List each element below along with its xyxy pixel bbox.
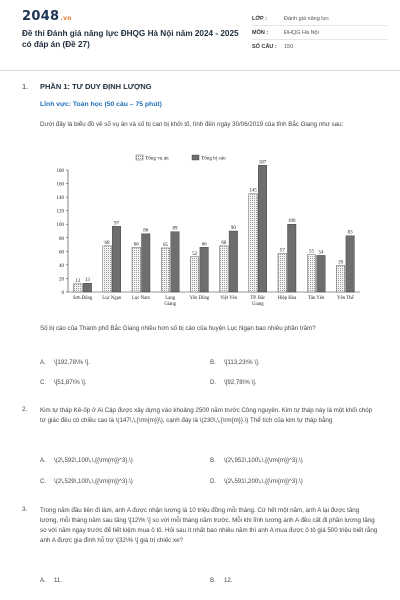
category-label: Tân Yên [307,296,325,301]
option-a[interactable] [40,457,133,464]
option-label: A. [40,359,46,366]
bar [346,236,355,292]
option-b[interactable] [210,457,303,464]
bar [258,165,267,292]
part-title: PHẦN 1: TƯ DUY ĐỊNH LƯỢNG [40,82,152,91]
question-3-text: Trong năm đầu tiên đi làm, anh A được nhận lương là 10 triệu đồng mỗi tháng. Cứ hết một năm, anh A lại được tăng lương, mỗi tháng năm sau tăng \[12\% \] so với mỗi tháng năm trước. Mỗi khi lĩnh lương anh A đều cất đi phần lương tăng so với năm ngay trước để tiết kiệm mua ô tô. Hỏi sau ít nhất bao nhiêu năm thì anh A mua được ô tô giá 500 triệu biết rằng anh A được gia đình hỗ trợ \[32\% \] giá trị chiếc xe? [40,507,378,544]
part-heading [22,82,152,91]
bar [317,255,326,292]
option-text: \[51,87\% \]. [54,379,87,386]
data-label: 83 [347,230,353,236]
logo-text: 2048 [22,9,60,24]
bar [307,255,316,292]
meta-row-subject [252,26,388,40]
data-label: 55 [308,249,314,255]
option-label: C. [40,478,47,485]
category-label: TP. Bắc [250,296,266,301]
data-label: 145 [249,188,257,194]
bar [103,246,112,292]
bar [161,248,170,292]
bar [288,224,297,292]
category-label: Giang [164,302,177,307]
y-tick-label: 180 [56,169,64,174]
bar [336,266,345,292]
option-label: C. [40,379,47,386]
meta-row-count [252,40,388,54]
option-d[interactable] [210,379,257,386]
bar [200,247,209,292]
bar-chart-svg [38,152,368,316]
document-title: Đề thi Đánh giá năng lực ĐHQG Hà Nội năm 2024 - 2025 có đáp án (Đề 27) [22,29,239,49]
category-label: Yên Dũng [189,296,210,301]
option-c[interactable] [40,379,87,386]
y-tick-label: 160 [56,182,64,188]
part-number: 1. [22,82,29,91]
legend-label: Tổng vụ án [145,155,169,162]
option-a[interactable] [40,359,90,366]
y-tick-label: 0 [61,291,64,296]
y-tick-label: 100 [56,223,64,229]
data-label: 68 [104,240,110,246]
option-label: D. [210,478,217,485]
option-label: B. [210,577,216,584]
field-label: Lĩnh vực: Toán học (50 câu – 75 phút) [40,101,162,108]
y-tick-label: 60 [59,250,64,256]
option-text: \[92,78\% \]. [224,379,257,386]
bar [83,283,92,292]
y-tick-label: 140 [56,196,64,202]
category-label: Lục Ngạn [102,296,122,301]
option-label: A. [40,457,46,464]
option-text: \(2\,591\,200\,\,{{\rm{m}}^3}.\) [224,478,303,485]
data-label: 12 [75,278,81,284]
data-label: 66 [201,242,207,248]
meta-key: MÔN : [252,29,269,36]
data-label: 86 [143,228,149,234]
y-tick-label: 80 [59,236,64,242]
y-tick-label: 120 [56,209,64,215]
legend-swatch [192,155,199,160]
category-label: Yên Thế [337,296,354,301]
page-header [0,0,400,66]
option-text: \(2\,529\,100\,\,{{\rm{m}}^3}.\) [54,478,133,485]
chart-intro-text: Dưới đây là biểu đồ về số vụ án và số bị can bị khởi tố, tính đến ngày 30/06/2019 của tỉnh Bắc Giang như sau: [40,121,344,128]
meta-value: Đánh giá năng lực [284,15,329,22]
option-text: \[192,78\% \]. [54,359,90,366]
site-logo[interactable] [22,9,72,24]
option-text: \(2\,952\,100\,\,{{\rm{m}}^3}.\) [224,457,303,464]
option-b[interactable] [210,577,232,584]
meta-row-class [252,12,388,26]
bar [112,226,121,292]
option-d[interactable] [210,478,303,485]
bar [171,232,180,292]
question-2-text: Kim tự tháp Kê-ốp ở Ai Cập được xây dựng vào khoảng 2500 năm trước Công nguyên. Kim tự tháp này là một khối chóp tứ giác đều có chiều cao là \(147\,\,{\rm{m}}\), cạnh đáy là \(230\,\,{\rm{m}}.\) Thể tích của kim tự tháp bằng [40,407,373,424]
bar [74,284,83,292]
legend-swatch [136,155,143,160]
category-label: Hiệp Hòa [277,296,297,301]
option-text: 11. [54,577,63,584]
meta-value: ĐHQG Hà Nội [284,29,319,36]
data-label: 54 [318,250,324,256]
question-3-number: 3. [22,506,28,513]
bar [249,194,257,292]
logo-suffix: .vn [60,15,72,22]
question-2-number: 2. [22,406,28,413]
data-label: 52 [192,251,198,257]
exam-meta [252,12,388,54]
legend-label: Tổng bị cáo [201,155,226,162]
data-label: 89 [172,226,178,232]
meta-key: SỐ CÂU : [252,44,277,50]
meta-key: LỚP : [252,15,267,22]
bar [229,231,238,292]
question-1-text: Số bị cáo của Thành phố Bắc Giang nhiều hơn số bị cáo của huyện Lục Ngạn bao nhiêu phần trăm? [40,325,316,332]
data-label: 57 [279,248,285,254]
option-b[interactable] [210,359,259,366]
bar [220,246,229,292]
bar [132,247,141,292]
data-label: 100 [288,219,296,225]
data-label: 187 [258,160,267,166]
data-label: 13 [84,278,90,284]
bar [190,257,199,292]
data-label: 68 [221,240,227,246]
data-label: 39 [338,260,344,266]
option-text: \(2\,592\,100\,\,{{\rm{m}}^3}.\) [54,457,133,464]
header-divider [0,70,400,71]
option-label: A. [40,577,46,584]
category-label: Giang [251,302,264,307]
category-label: Lục Nam [132,296,150,301]
category-label: Sơn Động [72,296,93,301]
option-label: B. [210,359,216,366]
category-label: Lạng [165,296,176,301]
meta-value: 150 [284,44,294,50]
option-c[interactable] [40,478,133,485]
option-label: D. [210,379,217,386]
data-label: 90 [230,226,236,231]
option-a[interactable] [40,577,62,584]
option-text: \[113,23\% \]. [224,359,260,366]
category-label: Việt Yên [220,296,238,301]
bar-chart [38,152,368,316]
bar [278,253,287,292]
option-label: B. [210,457,216,464]
data-label: 65 [162,242,168,248]
y-tick-label: 20 [59,277,64,283]
y-tick-label: 40 [59,263,64,269]
option-text: 12. [224,577,233,584]
data-label: 66 [133,242,139,248]
bar [142,234,151,292]
data-label: 97 [114,221,120,227]
